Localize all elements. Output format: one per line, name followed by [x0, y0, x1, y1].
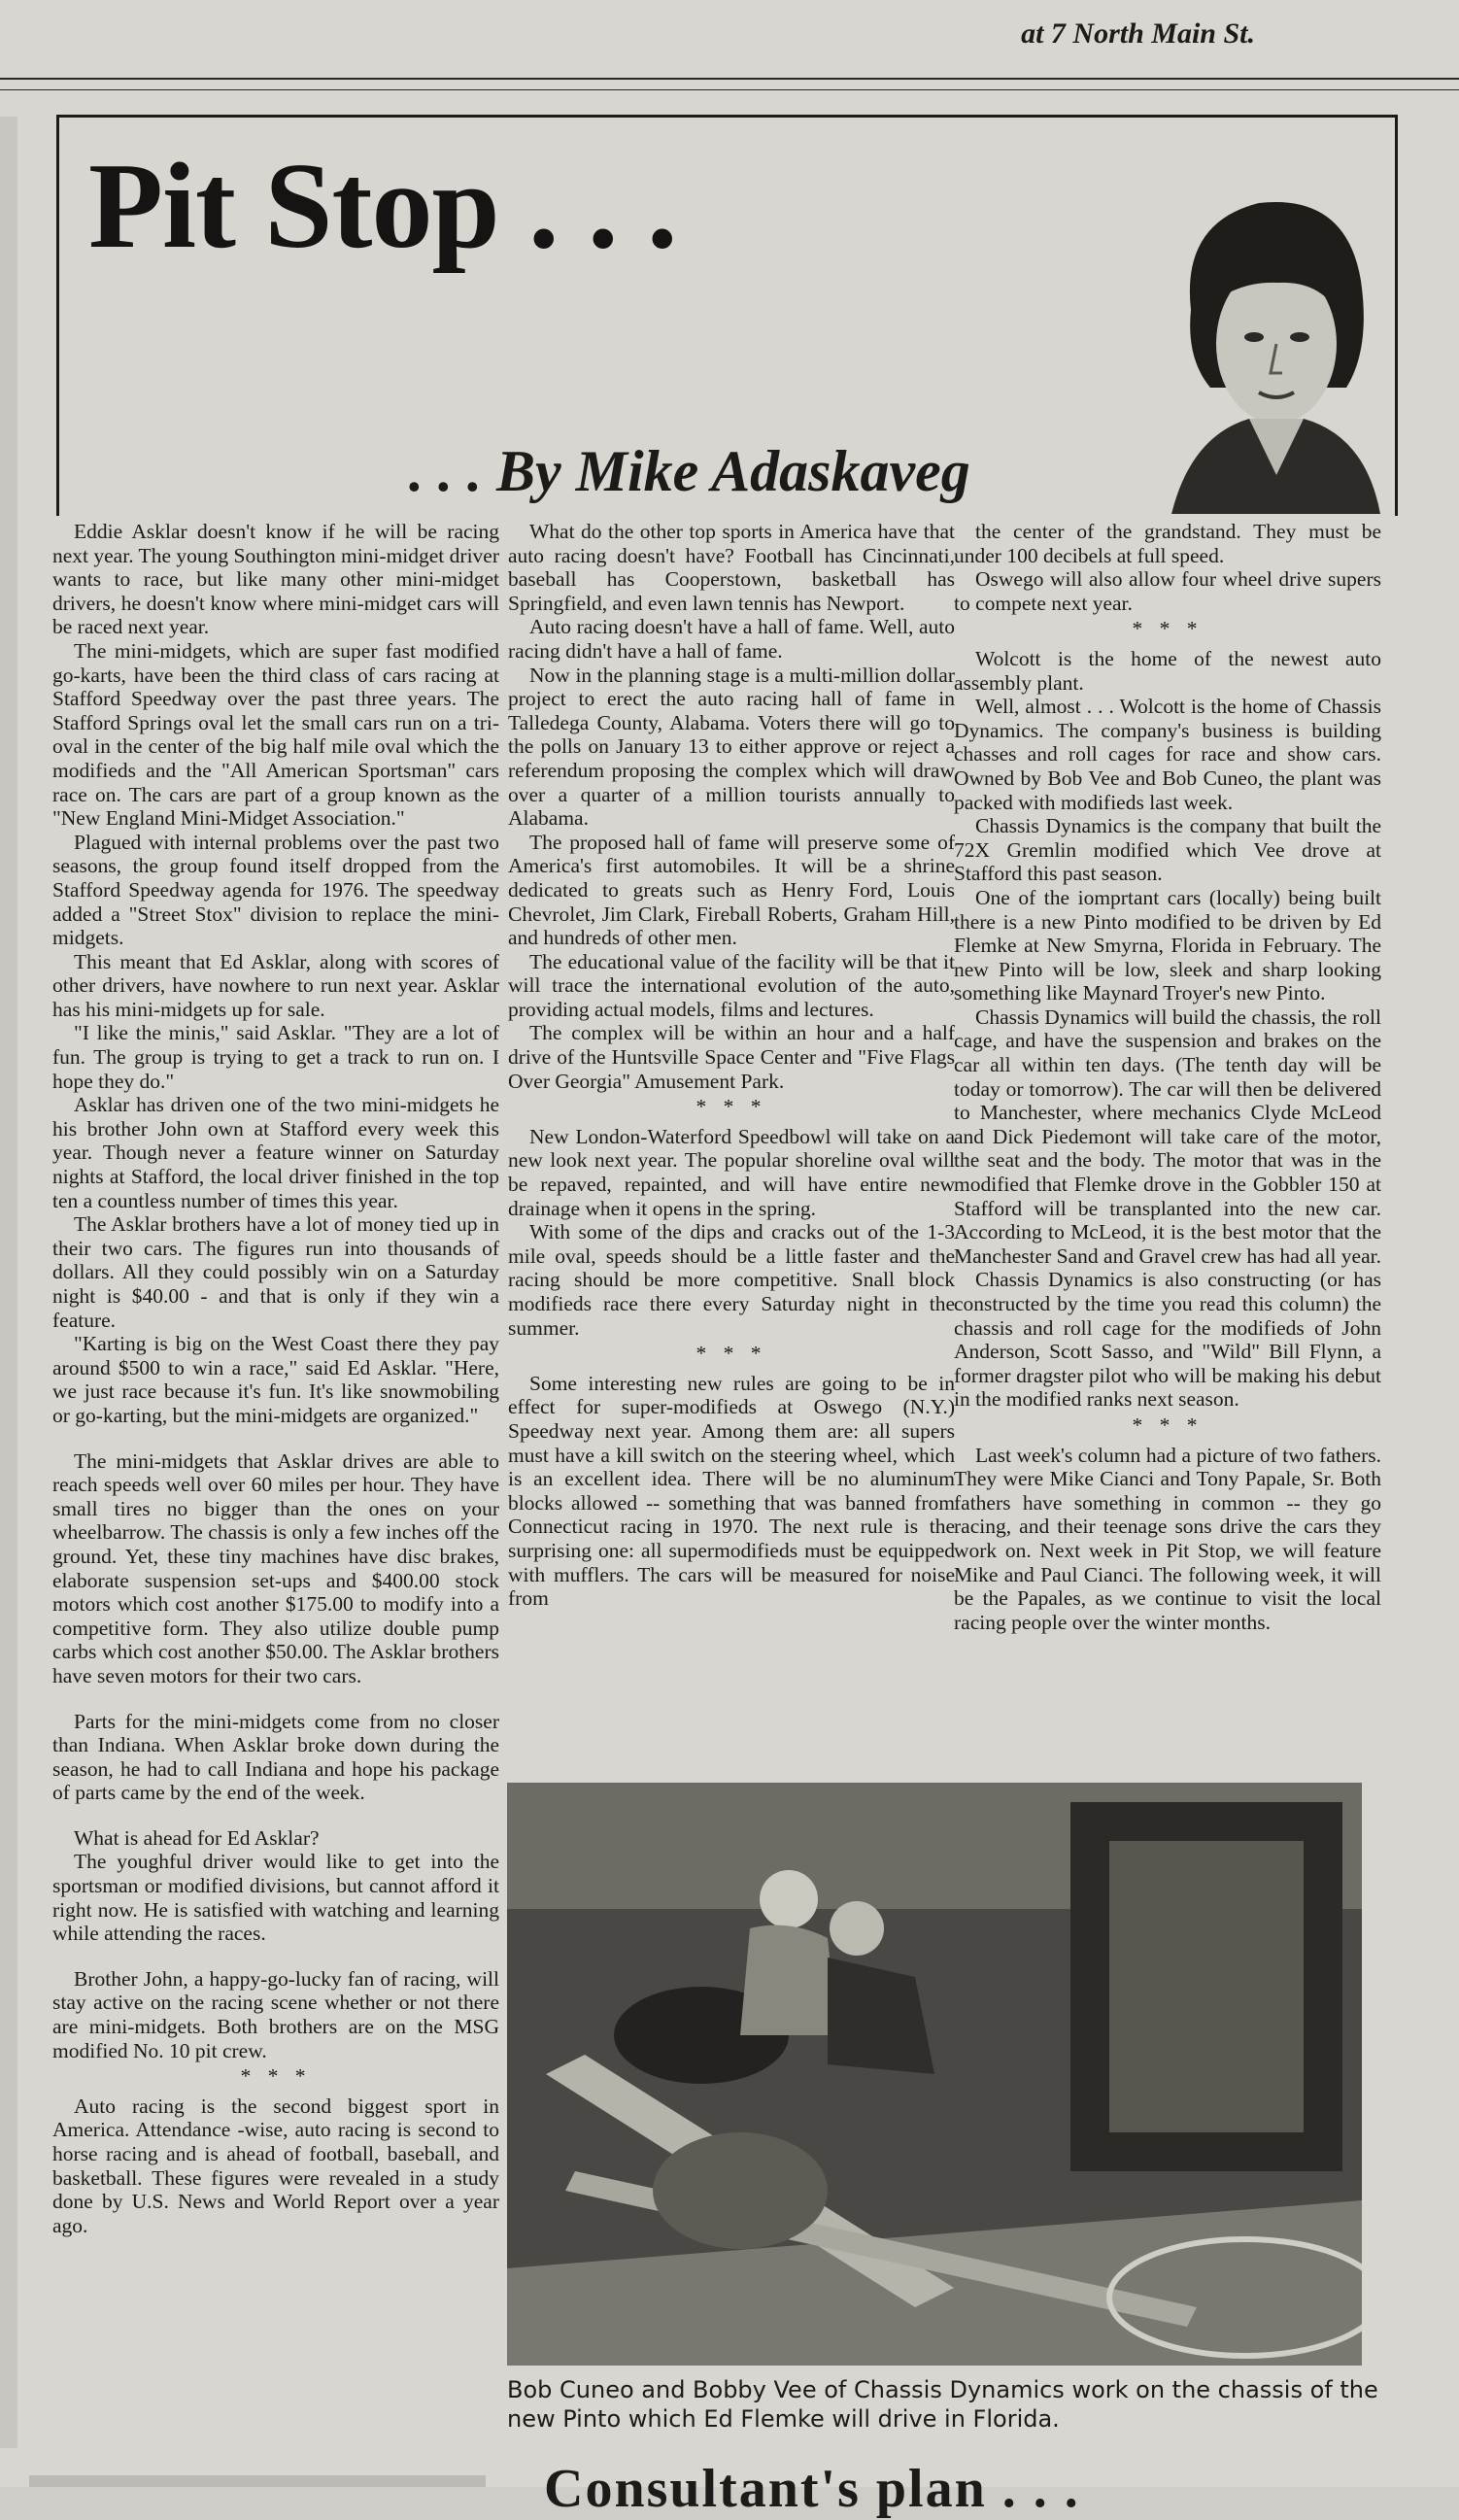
article-column-1 — [52, 520, 499, 2237]
paragraph: Last week's column had a picture of two fathers. They were Mike Cianci and Tony Papale, Sr. Both fathers have something in common -- they go racing, and their teenage sons drive the cars they work on. Next week in Pit Stop, we will feature Mike and Paul Cianci. The following week, it will be the Papales, as we continue to visit the local racing people over the winter months. — [954, 1443, 1381, 1634]
section-separator: * * * — [1132, 617, 1204, 641]
paragraph: Wolcott is the home of the newest auto assembly plant. — [954, 646, 1381, 695]
paragraph: "Karting is big on the West Coast there they pay around $500 to win a race," said Ed Asklar. "Here, we just race because it's fun. It's like snowmobiling or go-karting, but the mini-midgets are organized." — [52, 1332, 499, 1427]
section-separator: * * * — [696, 1095, 767, 1119]
column-header-box — [56, 115, 1398, 516]
paragraph: The youghful driver would like to get into the sportsman or modified divisions, but cannot afford it right now. He is satisfied with watching and learning while attending the races. — [52, 1850, 499, 1946]
paragraph: What do the other top sports in America have that auto racing doesn't have? Football has Cincinnati, baseball has Cooperstown, basketball has Springfield, and even lawn tennis has Newport. — [508, 520, 955, 615]
paragraph: The complex will be within an hour and a half drive of the Huntsville Space Center and "Five Flags Over Georgia" Amusement Park. — [508, 1021, 955, 1093]
paragraph: Oswego will also allow four wheel drive supers to compete next year. — [954, 567, 1381, 615]
author-portrait — [1152, 164, 1385, 514]
paragraph: One of the iomprtant cars (locally) being built there is a new Pinto modified to be driven by Ed Flemke at New Smyrna, Florida in February. The new Pinto will be low, sleek and sharp looking something like Maynard Troyer's new Pinto. — [954, 885, 1381, 1005]
next-article-headline: Consultant's plan . . . — [544, 2459, 1080, 2519]
paragraph: The mini-midgets, which are super fast modified go-karts, have been the third class of cars racing at Stafford Speedway over the past three years. The Stafford Springs oval let the small cars run on a tri-oval in the center of the big half mile oval which the modifieds and the "All American Sportsman" cars race on. The cars are part of a group known as the "New England Mini-Midget Association." — [52, 638, 499, 831]
column-title: Pit Stop . . . — [88, 139, 677, 274]
adjacent-page-edge — [0, 117, 17, 2448]
paragraph: The Asklar brothers have a lot of money tied up in their two cars. The figures run into thousands of dollars. All they could possibly win on a Saturday night is $40.00 - and that is only if they win a feature. — [52, 1212, 499, 1332]
section-separator: * * * — [1132, 1413, 1204, 1437]
paragraph: Eddie Asklar doesn't know if he will be racing next year. The young Southington mini-midget driver wants to race, but like many other mini-midget drivers, he doesn't know where mini-midget cars will be raced next year. — [52, 520, 499, 639]
article-column-3 — [954, 520, 1381, 1634]
photo-caption: Bob Cuneo and Bobby Vee of Chassis Dynamics work on the chassis of the new Pinto which Ed Flemke will drive in Florida. — [507, 2376, 1378, 2433]
paragraph: the center of the grandstand. They must be under 100 decibels at full speed. — [954, 520, 1381, 567]
masthead-rule — [0, 78, 1459, 80]
paragraph: New London-Waterford Speedbowl will take on a new look next year. The popular shoreline oval will be repaved, repainted, and will have entire new drainage when it opens in the spring. — [508, 1124, 955, 1220]
workshop-photo — [507, 1783, 1362, 2366]
section-separator: * * * — [696, 1342, 767, 1366]
paragraph: Auto racing doesn't have a hall of fame. Well, auto racing didn't have a hall of fame. — [508, 615, 955, 663]
paragraph: Brother John, a happy-go-lucky fan of racing, will stay active on the racing scene whether or not there are mini-midgets. Both brothers are on the MSG modified No. 10 pit crew. — [52, 1966, 499, 2062]
paragraph: Chassis Dynamics will build the chassis, the roll cage, and have the suspension and brakes on the car all within ten days. (The tenth day will be today or tomorrow). The car will then be delivered to Manchester, where mechanics Clyde McLeod and Dick Piedemont will take care of the motor, the seat and the body. The motor that was in the modified that Flemke drove in the Gobbler 150 at Stafford will be transplanted into the new car. According to McLeod, it is the best motor that the Manchester Sand and Gravel crew has had all year. — [954, 1005, 1381, 1268]
paragraph: Chassis Dynamics is the company that built the 72X Gremlin modified which Vee drove at Stafford this past season. — [954, 814, 1381, 886]
paragraph: Plagued with internal problems over the past two seasons, the group found itself dropped from the Stafford Speedway agenda for 1976. The speedway added a "Street Stox" division to replace the mini-midgets. — [52, 830, 499, 950]
paragraph: Parts for the mini-midgets come from no closer than Indiana. When Asklar broke down during the season, he had to call Indiana and hope his package of parts came by the end of the week. — [52, 1709, 499, 1805]
paragraph: Chassis Dynamics is also constructing (or has constructed by the time you read this column) the chassis and roll cage for the modifieds of John Anderson, Scott Sasso, and "Wild" Bill Flynn, a former dragster pilot who will be making his debut in the modified ranks next season. — [954, 1268, 1381, 1412]
paragraph: What is ahead for Ed Asklar? — [74, 1825, 320, 1850]
paragraph: This meant that Ed Asklar, along with scores of other drivers, have nowhere to run next year. Asklar has his mini-midgets up for sale. — [52, 949, 499, 1021]
paragraph: "I like the minis," said Asklar. "They are a lot of fun. The group is trying to get a track to run on. I hope they do." — [52, 1021, 499, 1093]
paragraph: The proposed hall of fame will preserve some of America's first automobiles. It will be a shrine dedicated to greats such as Henry Ford, Louis Chevrolet, Jim Clark, Fireball Roberts, Graham Hill, and hundreds of other men. — [508, 830, 955, 950]
paragraph: Now in the planning stage is a multi-million dollar project to erect the auto racing hall of fame in Talledega County, Alabama. Voters there will go to the polls on January 13 to either approve or reject a referendum proposing the complex which will draw over a quarter of a million tourists annually to Alabama. — [508, 663, 955, 831]
paragraph: With some of the dips and cracks out of the 1-3 mile oval, speeds should be a little faster and the racing should be more competitive. Snall block modifieds race there every Saturday night in the summer. — [508, 1220, 955, 1340]
paragraph: Some interesting new rules are going to be in effect for super-modifieds at Oswego (N.Y.) Speedway next year. Among them are: all supers must have a kill switch on the steering wheel, which is an excellent idea. There will be no aluminum blocks allowed -- something that was banned from Connecticut racing in 1970. The next rule is the surprising one: all supermodifieds must be equipped with mufflers. The cars will be measured for noise from — [508, 1371, 955, 1611]
bottom-rule — [29, 2475, 486, 2487]
masthead-rule-thin — [0, 89, 1459, 90]
paragraph: The educational value of the facility will be that it will trace the international evolution of the auto, providing actual models, films and lectures. — [508, 949, 955, 1021]
section-separator: * * * — [240, 2064, 312, 2089]
paragraph: The mini-midgets that Asklar drives are able to reach speeds well over 60 miles per hour. They have small tires no bigger than the ones on your wheelbarrow. The chassis is only a few inches off the ground. Yet, these tiny machines have disc brakes, elaborate suspension set-ups and $400.00 stock motors which cost another $175.00 to modify into a competitive form. They also utilize double pump carbs which cost another $50.00. The Asklar brothers have seven motors for their two cars. — [52, 1448, 499, 1687]
paragraph: Auto racing is the second biggest sport in America. Attendance -wise, auto racing is second to horse racing and is ahead of football, baseball, and basketball. These figures were revealed in a study done by U.S. News and World Report over a year ago. — [52, 2094, 499, 2237]
paragraph: Well, almost . . . Wolcott is the home of Chassis Dynamics. The company's business is building chasses and roll cages for race and show cars. Owned by Bob Vee and Bob Cuneo, the plant was packed with modifieds last week. — [954, 695, 1381, 814]
column-byline: . . . By Mike Adaskaveg — [409, 439, 970, 503]
paragraph: Asklar has driven one of the two mini-midgets he his brother John own at Stafford every week this year. Though never a feature winner on Saturday nights at Stafford, the local driver finished in the top ten a countless number of times this year. — [52, 1093, 499, 1212]
article-column-2 — [508, 520, 955, 1611]
masthead-address: at 7 North Main St. — [1021, 17, 1255, 50]
